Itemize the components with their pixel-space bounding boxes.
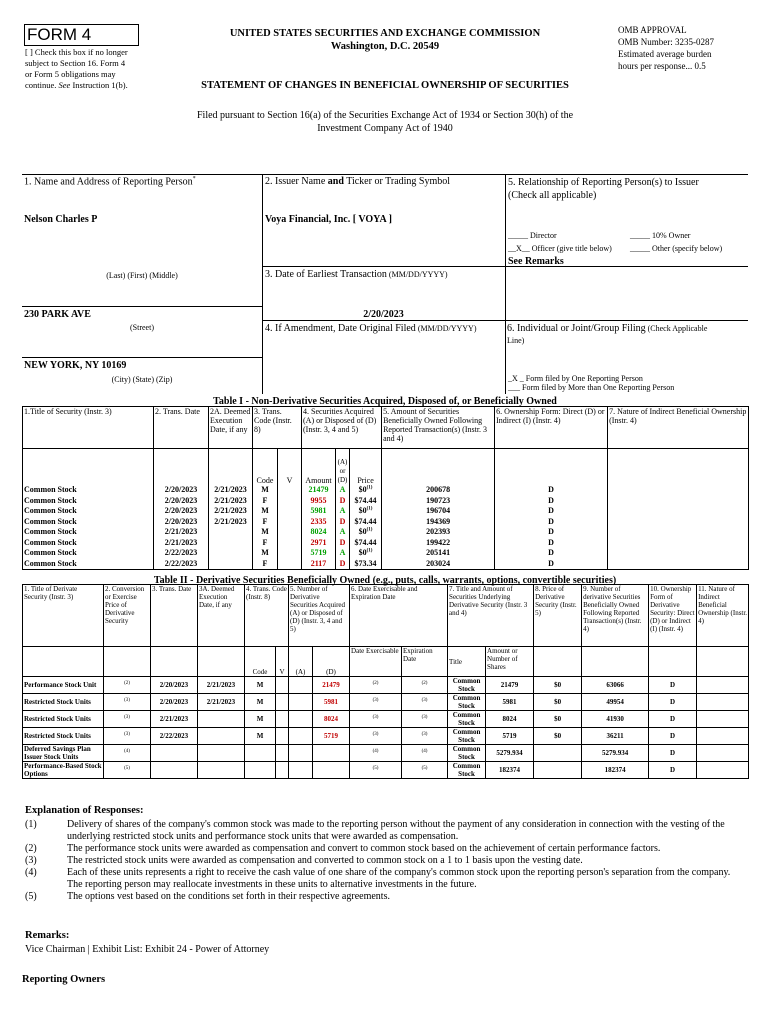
table1-row <box>23 516 749 527</box>
explanation-list <box>25 819 747 903</box>
table2-cell-dex: (2) <box>350 677 402 694</box>
table2-row <box>23 694 749 711</box>
table1-cell-deemed: 2/21/2023 <box>209 485 253 496</box>
table1-cell-date: 2/22/2023 <box>154 548 209 559</box>
table1-cell-price: $0$^{(1)}$ <box>350 506 382 517</box>
table1 <box>22 406 748 570</box>
table2-cell-code: M <box>245 728 276 745</box>
table1-cell-nature <box>608 506 749 517</box>
table1-row <box>23 495 749 506</box>
see-remarks: See Remarks <box>508 256 564 267</box>
table1-cell-title: Common Stock <box>23 516 154 527</box>
table1-cell-owned: 200678 <box>382 485 495 496</box>
table1-cell-price: $0$^{(1)}$ <box>350 485 382 496</box>
table2-cell-code <box>245 762 276 779</box>
table1-row <box>23 548 749 559</box>
explanation-title: Explanation of Responses: <box>25 805 144 816</box>
table2-cell-price: $0 <box>534 711 582 728</box>
table1-cell-code: F <box>253 558 278 569</box>
table1-cell-ad: D <box>336 516 350 527</box>
form-title-box <box>24 24 139 46</box>
table1-cell-nature <box>608 558 749 569</box>
table2-cell-ushares: 5981 <box>486 694 534 711</box>
table2-cell-date <box>151 745 198 762</box>
table1-cell-date: 2/22/2023 <box>154 558 209 569</box>
table2-cell-ushares: 5279.934 <box>486 745 534 762</box>
table2-cell-owned: 5279.934 <box>582 745 649 762</box>
table2-cell-conv: (3) <box>104 694 151 711</box>
table2-cell-a <box>289 694 313 711</box>
table1-cell-code: M <box>253 527 278 538</box>
table1-cell-v <box>278 485 302 496</box>
table2-cell-nature <box>697 728 749 745</box>
table2-cell-form: D <box>649 694 697 711</box>
table2-cell-exp: (3) <box>402 711 448 728</box>
table2-cell-conv: (3) <box>104 711 151 728</box>
table2-cell-date <box>151 762 198 779</box>
table1-cell-nature <box>608 537 749 548</box>
earliest-transaction-date: 2/20/2023 <box>363 309 404 320</box>
statement-title: STATEMENT OF CHANGES IN BENEFICIAL OWNERSHIP OF SECURITIES <box>201 80 569 91</box>
form-filed-one-person: _X _ Form filed by One Reporting Person <box>508 374 643 383</box>
table2-row <box>23 745 749 762</box>
table1-cell-price: $73.34 <box>350 558 382 569</box>
table1-cell-amount: 2117 <box>302 558 336 569</box>
table1-cell-title: Common Stock <box>23 537 154 548</box>
table1-cell-deemed: 2/21/2023 <box>209 516 253 527</box>
table1-cell-ad: D <box>336 537 350 548</box>
table1-cell-amount: 8024 <box>302 527 336 538</box>
table2-cell-ushares: 8024 <box>486 711 534 728</box>
table2-cell-owned: 63066 <box>582 677 649 694</box>
table2-cell-owned: 49954 <box>582 694 649 711</box>
table1-cell-deemed <box>209 548 253 559</box>
table1-header-row: 1.Title of Security (Instr. 3) 2. Trans. Date 2A. Deemed Execution Date, if any 3. Trans. Code (Instr. 8) 4. Securities Acquired (A) or Disposed of (D) (Instr. 3, 4 and 5) 5. Amount of Securities Beneficially Owned Following Reported Transaction(s) (Instr. 3 and 4) 6. Ownership Form: Direct (D) or Indirect (I) (Instr. 4) 7. Nature of Indirect Beneficial Ownership (Instr. 4) <box>23 407 749 449</box>
table2-cell-dex: (3) <box>350 711 402 728</box>
table1-cell-code: M <box>253 485 278 496</box>
checkbox-note: [ ] Check this box if no longer subject to Section 16. Form 4 or Form 5 obligations may continue. See Instruction 1(b). <box>25 47 128 90</box>
table2-cell-v <box>276 762 289 779</box>
table1-cell-amount: 9955 <box>302 495 336 506</box>
table1-cell-deemed <box>209 527 253 538</box>
table1-cell-owned: 203024 <box>382 558 495 569</box>
table1-cell-amount: 2335 <box>302 516 336 527</box>
table1-cell-code: M <box>253 506 278 517</box>
table1-row <box>23 527 749 538</box>
city-state-zip: NEW YORK, NY 10169 <box>24 360 127 371</box>
table2-cell-utitle: Common Stock <box>448 728 486 745</box>
table2-cell-nature <box>697 711 749 728</box>
table2-header-row: 1. Title of Derivate Security (Instr. 3) 2. Conversion or Exercise Price of Derivative Security 3. Trans. Date 3A. Deemed Execution Date, if any 4. Trans. Code (Instr. 8) 5. Number of Derivative Securities Acquired (A) or Disposed of (D) (Instr. 3, 4 and 5) 6. Date Exercisable and Expiration Date 7. Title and Amount of Securities Underlying Derivative Security (Instr. 3 and 4) 8. Price of Derivative Security (Instr. 5) 9. Number of derivative Securities Beneficially Owned Following Reported Transaction(s) (Instr. 4) 10. Ownership Form of Derivative Security: Direct (D) or Indirect (I) (Instr. 4) 11. Nature of Indirect Beneficial Ownership (Instr. 4) <box>23 585 749 647</box>
street-address: 230 PARK AVE <box>24 309 91 320</box>
explanation-item: (2) The performance stock units were awarded as compensation and convert to common stock based on the achievement of certain performance factors. <box>25 843 661 854</box>
table2-cell-v <box>276 728 289 745</box>
table2-cell-a <box>289 762 313 779</box>
city-sub-label: (City) (State) (Zip) <box>111 375 173 384</box>
table2-cell-v <box>276 711 289 728</box>
table1-cell-form: D <box>495 506 608 517</box>
box4-label: 4. If Amendment, Date Original Filed (MM/DD/YYYY) <box>265 323 477 334</box>
table2-cell-code: M <box>245 694 276 711</box>
table2-cell-conv: (2) <box>104 677 151 694</box>
table2-cell-d <box>313 745 350 762</box>
table2-cell-form: D <box>649 728 697 745</box>
table1-cell-form: D <box>495 548 608 559</box>
name-sub-label: (Last) (First) (Middle) <box>106 271 178 280</box>
street-sub-label: (Street) <box>130 323 154 332</box>
table1-cell-form: D <box>495 516 608 527</box>
table2-row <box>23 762 749 779</box>
table2-cell-utitle: Common Stock <box>448 694 486 711</box>
table2-cell-form: D <box>649 677 697 694</box>
table2-cell-code: M <box>245 677 276 694</box>
table1-cell-code: F <box>253 516 278 527</box>
table2-cell-deemed <box>198 728 245 745</box>
table1-cell-title: Common Stock <box>23 527 154 538</box>
box1-label: 1. Name and Address of Reporting Person* <box>24 176 196 188</box>
table1-row <box>23 537 749 548</box>
table1-cell-v <box>278 548 302 559</box>
box6-label: 6. Individual or Joint/Group Filing (Check Applicable Line) <box>507 323 708 345</box>
table1-cell-deemed: 2/21/2023 <box>209 506 253 517</box>
table2-cell-nature <box>697 745 749 762</box>
table2-cell-dex: (5) <box>350 762 402 779</box>
table2-cell-conv: (4) <box>104 745 151 762</box>
table1-cell-v <box>278 516 302 527</box>
table2-cell-utitle: Common Stock <box>448 711 486 728</box>
table1-cell-owned: 205141 <box>382 548 495 559</box>
table2-cell-a <box>289 728 313 745</box>
table1-cell-deemed <box>209 537 253 548</box>
table1-cell-owned: 202393 <box>382 527 495 538</box>
table1-cell-ad: A <box>336 527 350 538</box>
table2-title: Table II - Derivative Securities Beneficially Owned (e.g., puts, calls, warrants, options, convertible securities) <box>153 575 617 586</box>
omb-approval: OMB APPROVAL OMB Number: 3235-0287 Estimated average burden hours per response... 0.5 <box>618 25 714 71</box>
table1-cell-v <box>278 506 302 517</box>
explanation-item: (3) The restricted stock units were awarded as compensation and converted to common stock on a 1 to 1 basis upon the vesting date. <box>25 855 583 866</box>
table1-row <box>23 485 749 496</box>
table2-cell-v <box>276 677 289 694</box>
explanation-item: (5) The options vest based on the conditions set forth in their respective agreements. <box>25 891 390 902</box>
explanation-item: (1) Delivery of shares of the company's common stock was made to the reporting person without the payment of any consideration in connection with the vesting of the underlying restricted stock units and performance stock units that were awarded as compensation. <box>25 819 725 842</box>
table2-cell-deemed <box>198 711 245 728</box>
table1-cell-title: Common Stock <box>23 495 154 506</box>
table1-cell-deemed: 2/21/2023 <box>209 495 253 506</box>
table1-cell-code: F <box>253 537 278 548</box>
table2-cell-date: 2/20/2023 <box>151 677 198 694</box>
table2-cell-dex: (3) <box>350 694 402 711</box>
table1-cell-ad: A <box>336 506 350 517</box>
table2-row <box>23 677 749 694</box>
table2-cell-price: $0 <box>534 677 582 694</box>
table2-cell-conv: (3) <box>104 728 151 745</box>
ten-percent-owner-option: _____ 10% Owner <box>630 231 691 240</box>
table1-cell-nature <box>608 485 749 496</box>
table1-cell-owned: 196704 <box>382 506 495 517</box>
table2-cell-d: 8024 <box>313 711 350 728</box>
officer-option: __X__ Officer (give title below) <box>508 244 612 253</box>
table1-cell-title: Common Stock <box>23 485 154 496</box>
table2-cell-date: 2/22/2023 <box>151 728 198 745</box>
table1-cell-price: $74.44 <box>350 516 382 527</box>
table1-cell-v <box>278 495 302 506</box>
table2-cell-dex: (3) <box>350 728 402 745</box>
box5-label: 5. Relationship of Reporting Person(s) to Issuer (Check all applicable) <box>508 177 699 201</box>
table2-cell-date: 2/21/2023 <box>151 711 198 728</box>
table1-cell-amount: 5981 <box>302 506 336 517</box>
table1-cell-price: $74.44 <box>350 537 382 548</box>
box3-label: 3. Date of Earliest Transaction (MM/DD/YYYY) <box>265 269 448 280</box>
table2-cell-nature <box>697 677 749 694</box>
table2-cell-deemed <box>198 762 245 779</box>
table2-cell-title: Restricted Stock Units <box>23 694 104 711</box>
table2-cell-price: $0 <box>534 728 582 745</box>
table2-cell-exp: (2) <box>402 677 448 694</box>
table2-cell-a <box>289 711 313 728</box>
table2-cell-price <box>534 762 582 779</box>
table2-cell-v <box>276 745 289 762</box>
table2-cell-title: Restricted Stock Units <box>23 711 104 728</box>
table1-cell-price: $74.44 <box>350 495 382 506</box>
table1-subheader-row: Code V Amount (A) or (D) Price <box>23 449 749 485</box>
top-boxes-frame <box>22 174 748 397</box>
filed-pursuant: Filed pursuant to Section 16(a) of the Securities Exchange Act of 1934 or Section 30(h) of the Investment Company Act of 1940 <box>196 110 574 134</box>
table2-cell-price: $0 <box>534 694 582 711</box>
table2-cell-v <box>276 694 289 711</box>
table1-cell-date: 2/20/2023 <box>154 485 209 496</box>
table2-cell-exp: (5) <box>402 762 448 779</box>
table2-cell-date: 2/20/2023 <box>151 694 198 711</box>
table2-cell-owned: 41930 <box>582 711 649 728</box>
table2-cell-form: D <box>649 745 697 762</box>
table1-cell-code: M <box>253 548 278 559</box>
table1-cell-title: Common Stock <box>23 548 154 559</box>
remarks-title: Remarks: <box>25 930 70 941</box>
table2-cell-deemed <box>198 745 245 762</box>
table1-cell-price: $0$^{(1)}$ <box>350 548 382 559</box>
reporting-owners-title: Reporting Owners <box>22 974 106 985</box>
table1-cell-price: $0$^{(1)}$ <box>350 527 382 538</box>
table2-cell-nature <box>697 694 749 711</box>
table2-cell-form: D <box>649 762 697 779</box>
table2-cell-d <box>313 762 350 779</box>
table2-cell-form: D <box>649 711 697 728</box>
director-option: _____ Director <box>508 231 557 240</box>
table2-cell-nature <box>697 762 749 779</box>
table2-cell-owned: 36211 <box>582 728 649 745</box>
table1-cell-amount: 5719 <box>302 548 336 559</box>
table2-cell-code: M <box>245 711 276 728</box>
table1-cell-code: F <box>253 495 278 506</box>
table1-cell-title: Common Stock <box>23 558 154 569</box>
issuer-name: Voya Financial, Inc. [ VOYA ] <box>265 214 392 225</box>
table2-cell-code <box>245 745 276 762</box>
table1-cell-title: Common Stock <box>23 506 154 517</box>
table1-cell-owned: 199422 <box>382 537 495 548</box>
table2-cell-utitle: Common Stock <box>448 762 486 779</box>
table1-cell-form: D <box>495 495 608 506</box>
table2-cell-exp: (3) <box>402 694 448 711</box>
table1-cell-amount: 21479 <box>302 485 336 496</box>
table2-cell-a <box>289 677 313 694</box>
table2-cell-utitle: Common Stock <box>448 745 486 762</box>
table1-cell-deemed <box>209 558 253 569</box>
table1-cell-date: 2/20/2023 <box>154 516 209 527</box>
reporting-person-name: Nelson Charles P <box>24 214 98 225</box>
table1-cell-owned: 194369 <box>382 516 495 527</box>
table2-cell-deemed: 2/21/2023 <box>198 677 245 694</box>
table1-cell-form: D <box>495 485 608 496</box>
table1-cell-date: 2/20/2023 <box>154 495 209 506</box>
table1-cell-ad: D <box>336 558 350 569</box>
box2-label: 2. Issuer Name and Ticker or Trading Symbol <box>265 176 451 187</box>
table2-cell-ushares: 21479 <box>486 677 534 694</box>
table1-cell-nature <box>608 548 749 559</box>
table2-cell-ushares: 5719 <box>486 728 534 745</box>
table1-cell-nature <box>608 495 749 506</box>
table2-cell-owned: 182374 <box>582 762 649 779</box>
table2-cell-deemed: 2/21/2023 <box>198 694 245 711</box>
table1-cell-date: 2/20/2023 <box>154 506 209 517</box>
table2-cell-exp: (3) <box>402 728 448 745</box>
table2-subheader-row: Code V (A) (D) Date Exercisable Expiration Date Title Amount or Number of Shares <box>23 647 749 677</box>
table1-title: Table I - Non-Derivative Securities Acquired, Disposed of, or Beneficially Owned <box>213 396 557 407</box>
table1-cell-v <box>278 558 302 569</box>
form-filed-multiple: ___ Form filed by More than One Reporting Person <box>508 383 675 392</box>
table1-row <box>23 506 749 517</box>
table2-row <box>23 728 749 745</box>
table2-cell-d: 5981 <box>313 694 350 711</box>
table2-row <box>23 711 749 728</box>
table2-cell-dex: (4) <box>350 745 402 762</box>
table1-cell-nature <box>608 527 749 538</box>
remarks-text: Vice Chairman | Exhibit List: Exhibit 24 - Power of Attorney <box>25 944 270 955</box>
table2-cell-title: Deferred Savings Plan Issuer Stock Units <box>23 745 104 762</box>
table2-cell-exp: (4) <box>402 745 448 762</box>
table2-cell-a <box>289 745 313 762</box>
table2-cell-d: 21479 <box>313 677 350 694</box>
form-title: FORM 4 <box>27 25 92 44</box>
table1-cell-form: D <box>495 537 608 548</box>
table1-cell-date: 2/21/2023 <box>154 537 209 548</box>
table2-cell-price <box>534 745 582 762</box>
table1-cell-owned: 190723 <box>382 495 495 506</box>
other-option: _____ Other (specify below) <box>630 244 723 253</box>
table1-row <box>23 558 749 569</box>
table2-cell-d: 5719 <box>313 728 350 745</box>
explanation-item: (4) Each of these units represents a right to receive the cash value of one share of the company's common stock upon the reporting person's separation from the company. The reporting person may reallocate investments in these units to alternative investments in the future. <box>25 867 731 890</box>
table2 <box>22 584 748 779</box>
table1-cell-ad: A <box>336 548 350 559</box>
table2-cell-title: Restricted Stock Units <box>23 728 104 745</box>
agency-header: UNITED STATES SECURITIES AND EXCHANGE COMMISSION Washington, D.C. 20549 <box>229 28 541 52</box>
table1-cell-date: 2/21/2023 <box>154 527 209 538</box>
table1-cell-nature <box>608 516 749 527</box>
table1-cell-form: D <box>495 558 608 569</box>
table2-cell-title: Performance Stock Unit <box>23 677 104 694</box>
table1-cell-form: D <box>495 527 608 538</box>
table1-cell-v <box>278 527 302 538</box>
table2-cell-conv: (5) <box>104 762 151 779</box>
table2-cell-utitle: Common Stock <box>448 677 486 694</box>
table1-cell-v <box>278 537 302 548</box>
table1-cell-amount: 2971 <box>302 537 336 548</box>
table2-cell-title: Performance-Based Stock Options <box>24 762 102 778</box>
table2-cell-ushares: 182374 <box>486 762 534 779</box>
table1-cell-ad: A <box>336 485 350 496</box>
table1-cell-ad: D <box>336 495 350 506</box>
